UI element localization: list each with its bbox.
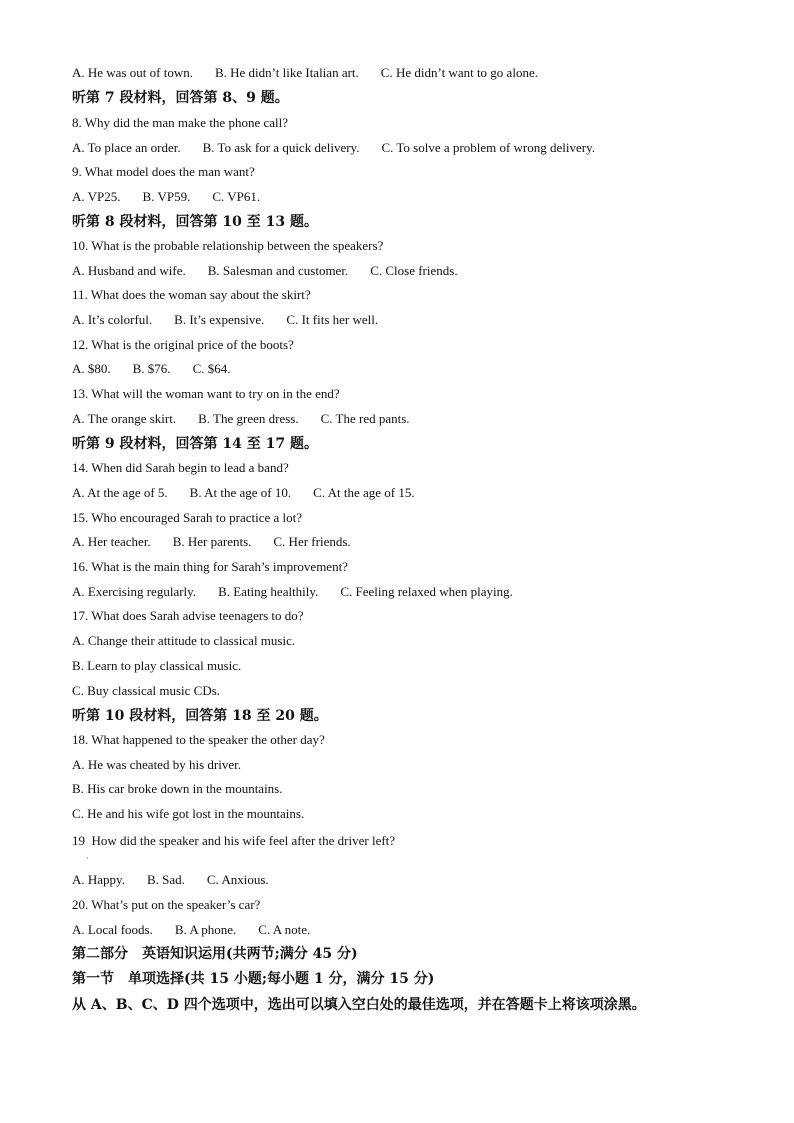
answer-option: B. Learn to play classical music. bbox=[72, 658, 242, 673]
section-heading: 听第 8 段材料，回答第 10 至 13 题。 bbox=[72, 214, 318, 230]
answer-options-row bbox=[72, 189, 260, 205]
answer-options-row bbox=[72, 312, 378, 328]
answer-option: C. Close friends. bbox=[370, 263, 458, 278]
answer-option: A. $80. bbox=[72, 361, 111, 376]
answer-option: B. Eating healthily. bbox=[218, 584, 319, 599]
answer-options-row bbox=[72, 872, 269, 888]
question-text: 11. What does the woman say about the skirt? bbox=[72, 287, 311, 302]
question-text: 19 How did the speaker and his wife feel after the driver left? bbox=[72, 833, 396, 848]
answer-option: B. A phone. bbox=[174, 922, 237, 937]
answer-option: A. Change their attitude to classical music. bbox=[72, 633, 296, 648]
section-heading: 第一节 单项选择(共 15 小题;每小题 1 分，满分 15 分) bbox=[72, 971, 435, 987]
question-text: 20. What’s put on the speaker’s car? bbox=[72, 897, 261, 912]
answer-option: A. VP25. bbox=[72, 189, 121, 204]
answer-option: B. VP59. bbox=[142, 189, 191, 204]
answer-option: B. Salesman and customer. bbox=[207, 263, 349, 278]
answer-option: C. To solve a problem of wrong delivery. bbox=[381, 140, 596, 155]
answer-option: C. The red pants. bbox=[320, 411, 410, 426]
section-heading: 第二部分 英语知识运用(共两节;满分 45 分) bbox=[72, 946, 358, 962]
answer-option: C. It fits her well. bbox=[286, 312, 379, 327]
answer-option: C. Feeling relaxed when playing. bbox=[340, 584, 513, 599]
answer-options-row bbox=[72, 584, 513, 600]
answer-option: A. At the age of 5. bbox=[72, 485, 168, 500]
answer-option: B. He didn’t like Italian art. bbox=[214, 65, 359, 80]
question-text: 8. Why did the man make the phone call? bbox=[72, 115, 288, 130]
answer-option: B. His car broke down in the mountains. bbox=[72, 781, 283, 796]
answer-option: A. The orange skirt. bbox=[72, 411, 177, 426]
answer-options-row bbox=[72, 65, 538, 81]
answer-option: B. It’s expensive. bbox=[174, 312, 265, 327]
answer-options-row bbox=[72, 411, 410, 427]
answer-option: A. Her teacher. bbox=[72, 534, 151, 549]
section-heading: 从 A、B、C、D 四个选项中，选出可以填入空白处的最佳选项，并在答题卡上将该项涂黑。 bbox=[72, 997, 646, 1013]
answer-option: C. He and his wife got lost in the mountains. bbox=[72, 806, 305, 821]
question-text: 15. Who encouraged Sarah to practice a lot? bbox=[72, 510, 303, 525]
question-text: 10. What is the probable relationship between the speakers? bbox=[72, 238, 384, 253]
answer-option: B. Her parents. bbox=[172, 534, 252, 549]
answer-option: A. He was out of town. bbox=[72, 65, 193, 80]
question-text: 14. When did Sarah begin to lead a band? bbox=[72, 460, 289, 475]
answer-options-row bbox=[72, 922, 310, 938]
answer-option: A. It’s colorful. bbox=[72, 312, 153, 327]
answer-option: C. VP61. bbox=[212, 189, 261, 204]
answer-option: B. At the age of 10. bbox=[189, 485, 292, 500]
answer-option: B. The green dress. bbox=[198, 411, 299, 426]
answer-option: A. Happy. bbox=[72, 872, 125, 887]
question-text: 12. What is the original price of the boots? bbox=[72, 337, 294, 352]
question-text: 16. What is the main thing for Sarah’s improvement? bbox=[72, 559, 348, 574]
answer-options-row bbox=[72, 534, 351, 550]
answer-options-row bbox=[72, 361, 230, 377]
answer-option: C. A note. bbox=[258, 922, 311, 937]
stray-mark: · bbox=[86, 854, 89, 863]
question-text: 17. What does Sarah advise teenagers to do? bbox=[72, 608, 304, 623]
answer-option: A. Husband and wife. bbox=[72, 263, 186, 278]
question-text: 13. What will the woman want to try on in the end? bbox=[72, 386, 340, 401]
question-text: 18. What happened to the speaker the other day? bbox=[72, 732, 325, 747]
answer-option: A. He was cheated by his driver. bbox=[72, 757, 241, 772]
answer-option: B. Sad. bbox=[146, 872, 185, 887]
section-heading: 听第 10 段材料，回答第 18 至 20 题。 bbox=[72, 708, 328, 724]
section-heading: 听第 7 段材料，回答第 8、9 题。 bbox=[72, 90, 289, 106]
answer-option: C. He didn’t want to go alone. bbox=[380, 65, 538, 80]
answer-option: C. Buy classical music CDs. bbox=[72, 683, 221, 698]
answer-options-row bbox=[72, 140, 595, 156]
answer-options-row bbox=[72, 485, 415, 501]
answer-option: C. $64. bbox=[192, 361, 231, 376]
answer-options-row bbox=[72, 263, 458, 279]
answer-option: B. To ask for a quick delivery. bbox=[202, 140, 360, 155]
answer-option: B. $76. bbox=[132, 361, 171, 376]
answer-option: C. Her friends. bbox=[273, 534, 351, 549]
section-heading: 听第 9 段材料，回答第 14 至 17 题。 bbox=[72, 436, 318, 452]
answer-option: C. Anxious. bbox=[206, 872, 269, 887]
answer-option: A. Exercising regularly. bbox=[72, 584, 197, 599]
answer-option: A. Local foods. bbox=[72, 922, 153, 937]
answer-option: C. At the age of 15. bbox=[313, 485, 415, 500]
question-text: 9. What model does the man want? bbox=[72, 164, 255, 179]
answer-option: A. To place an order. bbox=[72, 140, 181, 155]
